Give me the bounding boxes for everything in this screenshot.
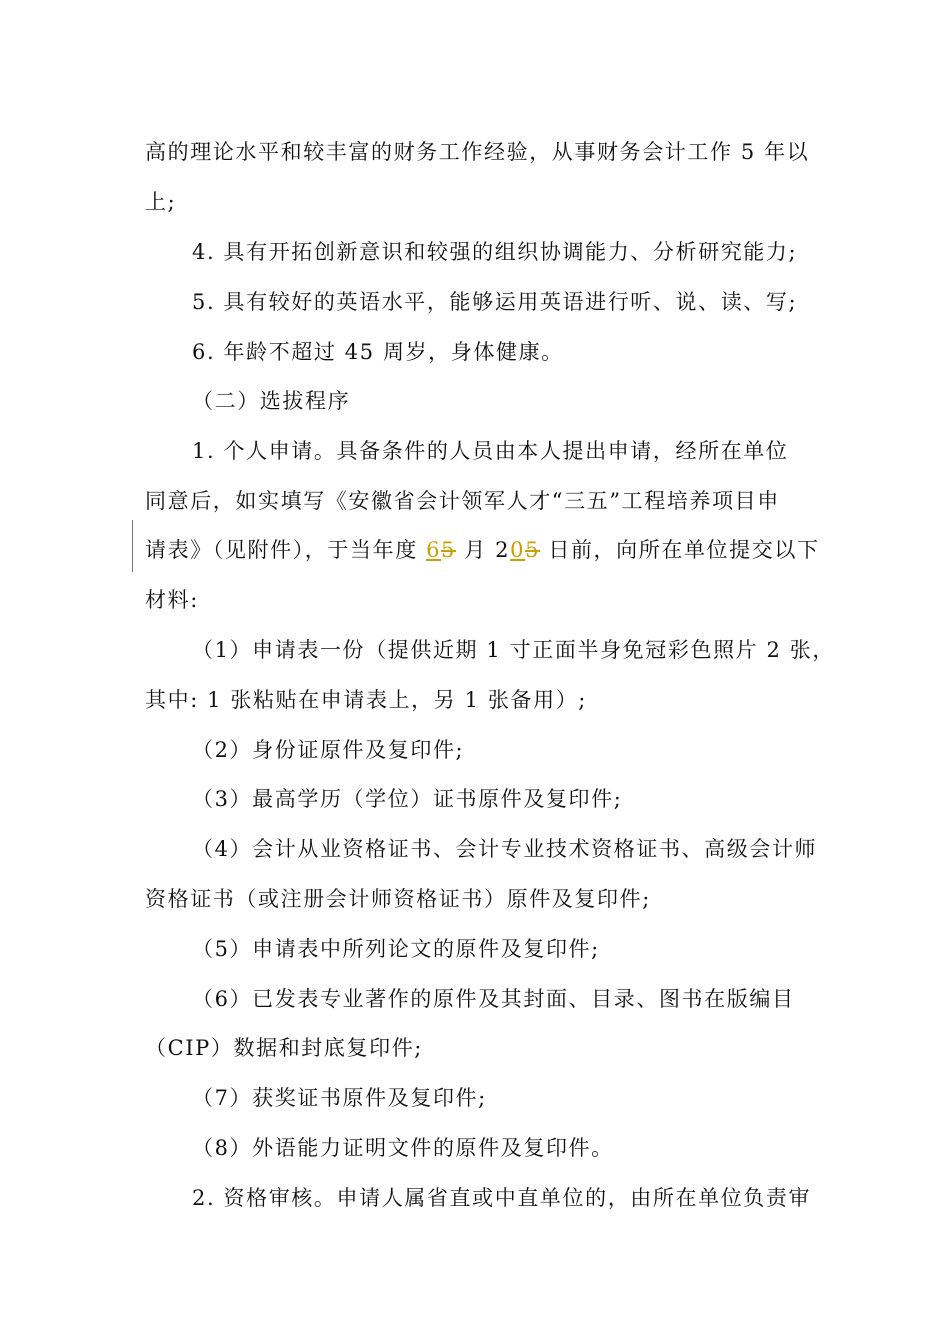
- material-item-6: （6）已发表专业著作的原件及其封面、目录、图书在版编目: [192, 987, 795, 1011]
- procedure-step-1: 1. 个人申请。具备条件的人员由本人提出申请，经所在单位: [192, 439, 789, 463]
- material-item-1: （1）申请表一份（提供近期 1 寸正面半身免冠彩色照片 2 张，: [192, 638, 835, 662]
- revision-change-bar: [132, 520, 133, 572]
- material-item-7: （7）获奖证书原件及复印件;: [192, 1086, 487, 1110]
- text-segment: 日前，向所在单位提交以下: [540, 538, 820, 562]
- material-item-4: （4）会计从业资格证书、会计专业技术资格证书、高级会计师: [192, 837, 818, 861]
- material-item-2: （2）身份证原件及复印件;: [192, 738, 465, 762]
- inserted-text: 6: [426, 538, 442, 562]
- text-segment: 月 2: [456, 538, 511, 562]
- procedure-step-2: 2. 资格审核。申请人属省直或中直单位的，由所在单位负责审: [192, 1186, 812, 1210]
- inserted-text: 0: [510, 538, 526, 562]
- material-item-3: （3）最高学历（学位）证书原件及复印件;: [192, 787, 623, 811]
- paragraph-line: 资格证书（或注册会计师资格证书）原件及复印件;: [145, 887, 651, 911]
- deleted-text: 5: [525, 538, 541, 562]
- section-heading: （二）选拔程序: [192, 389, 351, 413]
- paragraph-line-with-revisions: [145, 535, 820, 565]
- paragraph-line: 材料:: [145, 588, 199, 612]
- text-segment: 请表》（见附件），于当年度: [145, 538, 427, 562]
- deleted-text: 5: [441, 538, 457, 562]
- requirement-6: 6. 年龄不超过 45 周岁，身体健康。: [192, 340, 564, 364]
- paragraph-line: 上;: [145, 190, 177, 214]
- requirement-5: 5. 具有较好的英语水平，能够运用英语进行听、说、读、写;: [192, 290, 798, 314]
- paragraph-line: 高的理论水平和较丰富的财务工作经验，从事财务会计工作 5 年以: [145, 140, 810, 164]
- material-item-5: （5）申请表中所列论文的原件及复印件;: [192, 937, 600, 961]
- material-item-8: （8）外语能力证明文件的原件及复印件。: [192, 1136, 614, 1160]
- paragraph-line: 同意后，如实填写《安徽省会计领军人才“三五”工程培养项目申: [145, 489, 780, 513]
- requirement-4: 4. 具有开拓创新意识和较强的组织协调能力、分析研究能力;: [192, 240, 798, 264]
- paragraph-line: 其中: 1 张粘贴在申请表上，另 1 张备用）;: [145, 688, 587, 712]
- paragraph-line: （CIP）数据和封底复印件;: [145, 1036, 423, 1060]
